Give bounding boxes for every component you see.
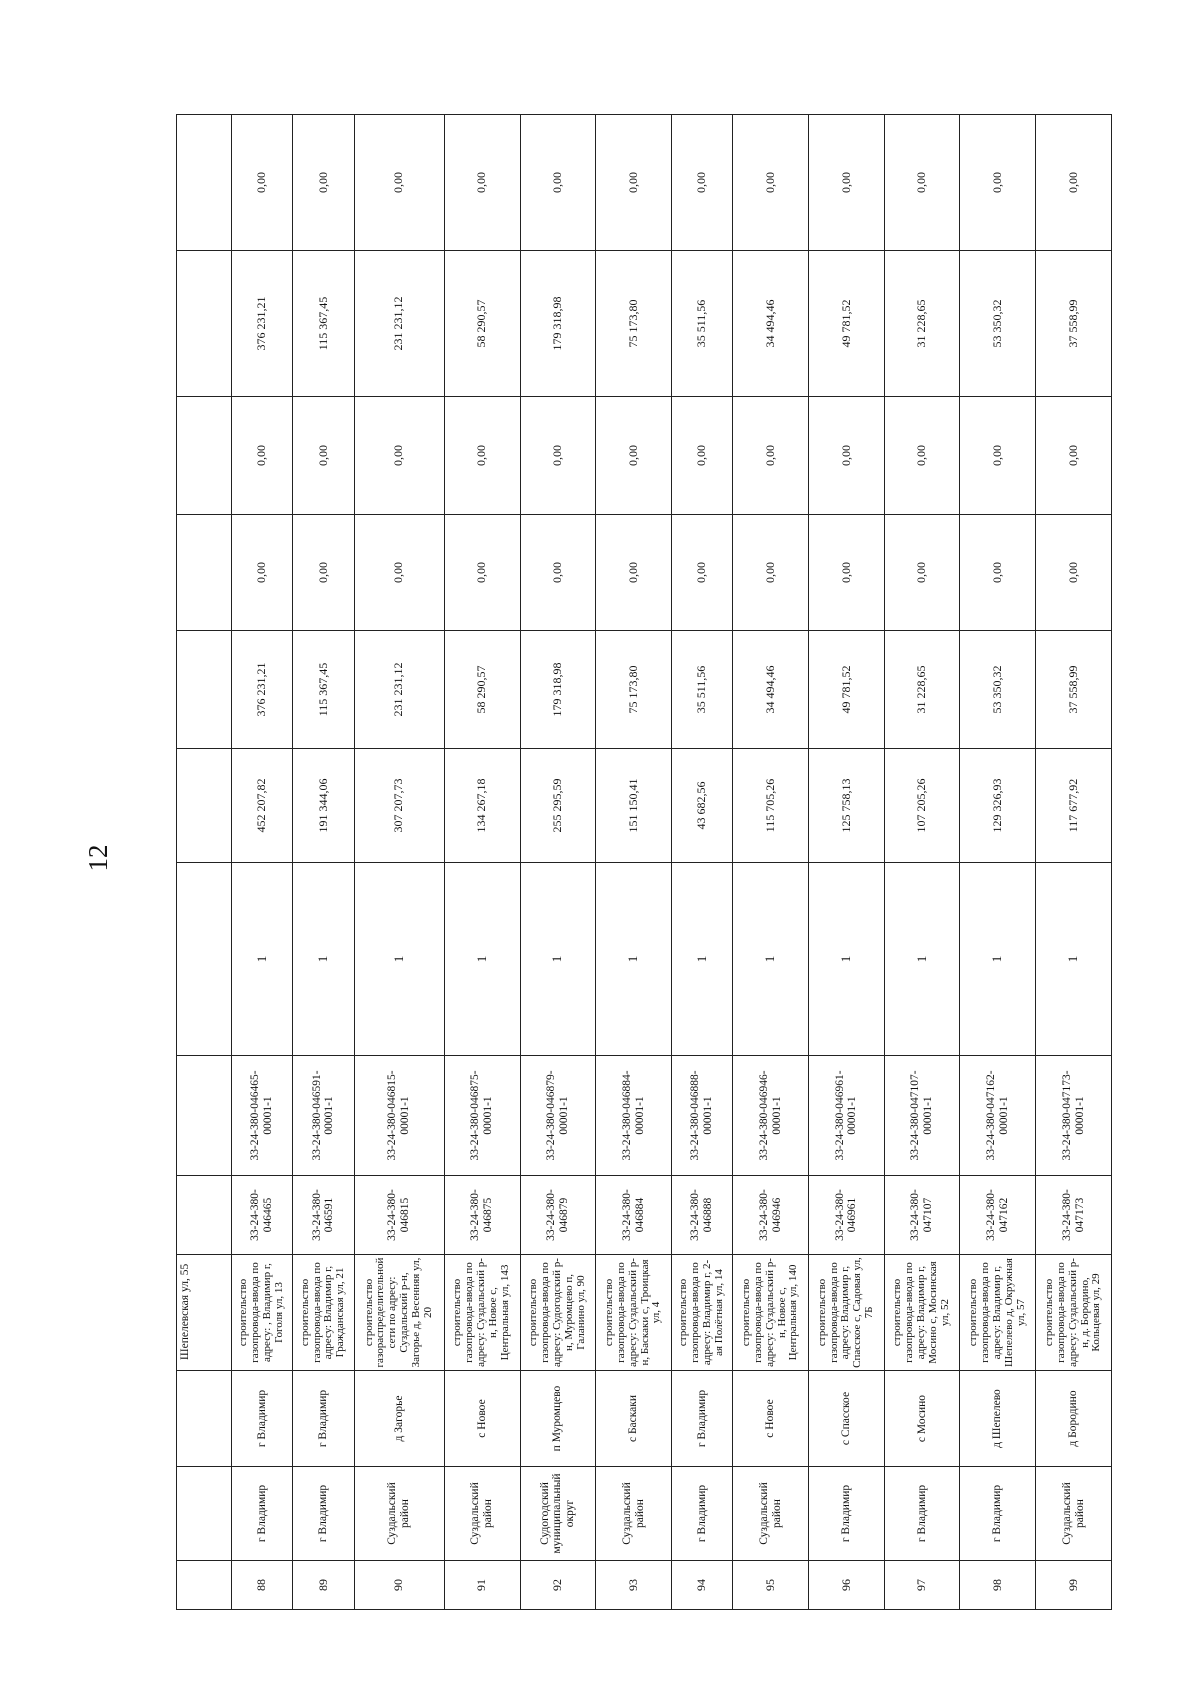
quantity-value: 1 — [1065, 955, 1081, 963]
quantity-value: 1 — [549, 955, 565, 963]
object-code-cell: 33-24-380-046946-00001-1 — [733, 1056, 809, 1176]
amount-cell: 0,00 — [884, 397, 960, 515]
quantity-value: 1 — [693, 955, 709, 963]
amount-cell: 58 290,57 — [444, 631, 520, 749]
cell — [177, 1371, 232, 1467]
locality-cell: с Новое — [733, 1371, 809, 1467]
rotated-table-frame — [176, 115, 1112, 1610]
object-code-cell: 33-24-380-046888-00001-1 — [671, 1056, 732, 1176]
quantity-cell — [809, 863, 885, 1056]
district-cell: Суздальский район — [733, 1467, 809, 1561]
description-cell: строительство газопровода-ввода по адресу: Суздальский р-н, д. Бородино, Кольцевая ул, 29 — [1036, 1255, 1112, 1371]
table-row — [809, 115, 885, 1610]
amount-cell: 37 558,99 — [1036, 631, 1112, 749]
district-cell: г Владимир — [884, 1467, 960, 1561]
description-cell: строительство газопровода-ввода по адресу: Владимир г, Мосино с, Мосинская ул, 52 — [884, 1255, 960, 1371]
cadastral-code-cell: 33-24-380-046879 — [520, 1176, 596, 1255]
description-cell: строительство газопровода-ввода по адресу: Судогодский р-н, Муромцево п, Галанино ул, 90 — [520, 1255, 596, 1371]
page-number: 12 — [83, 844, 113, 872]
description-cell: строительство газопровода-ввода по адресу: Владимир г, Шепелево д, Окружная ул, 57 — [960, 1255, 1036, 1371]
amount-cell: 0,00 — [671, 515, 732, 631]
amount-cell: 376 231,21 — [232, 631, 293, 749]
amount-cell: 0,00 — [520, 115, 596, 251]
cell — [177, 251, 232, 397]
cell — [177, 115, 232, 251]
table-row — [884, 115, 960, 1610]
amount-cell: 0,00 — [232, 115, 293, 251]
amount-cell: 37 558,99 — [1036, 251, 1112, 397]
description-cell: строительство газопровода-ввода по адресу: Суздальский р-н, Баскаки с, Троицкая ул, 4 — [596, 1255, 672, 1371]
cell — [177, 863, 232, 1056]
quantity-cell — [884, 863, 960, 1056]
table-container — [176, 115, 1112, 1610]
description-cell: строительство газопровода-ввода по адресу: Владимир г, 2-ая Полётная ул, 14 — [671, 1255, 732, 1371]
description-cell: строительство газопровода-ввода по адресу: Суздальский р-н, Новое с, Центральная ул, 140 — [733, 1255, 809, 1371]
description-cell: строительство газопровода-ввода по адресу: Владимир г, Спасское с, Садовая ул, 7Б — [809, 1255, 885, 1371]
quantity-value: 1 — [473, 955, 489, 963]
amount-cell: 179 318,98 — [520, 251, 596, 397]
cell — [177, 397, 232, 515]
table-row — [444, 115, 520, 1610]
quantity-value: 1 — [989, 955, 1005, 963]
amount-cell: 0,00 — [232, 515, 293, 631]
amount-cell: 0,00 — [1036, 115, 1112, 251]
quantity-cell — [293, 863, 354, 1056]
total-cost-cell: 125 758,13 — [809, 749, 885, 863]
total-cost-cell: 43 682,56 — [671, 749, 732, 863]
cadastral-code-cell: 33-24-380-046591 — [293, 1176, 354, 1255]
amount-cell: 53 350,32 — [960, 631, 1036, 749]
quantity-cell — [671, 863, 732, 1056]
amount-cell: 0,00 — [809, 115, 885, 251]
quantity-cell — [1036, 863, 1112, 1056]
table-row — [596, 115, 672, 1610]
amount-cell: 0,00 — [1036, 397, 1112, 515]
objects-table — [176, 114, 1112, 1610]
cell — [177, 515, 232, 631]
amount-cell: 115 367,45 — [293, 631, 354, 749]
total-cost-cell: 452 207,82 — [232, 749, 293, 863]
quantity-cell — [960, 863, 1036, 1056]
row-number: 92 — [520, 1561, 596, 1610]
amount-cell: 0,00 — [1036, 515, 1112, 631]
continuation-row — [177, 115, 232, 1610]
quantity-cell — [520, 863, 596, 1056]
quantity-value: 1 — [762, 955, 778, 963]
amount-cell: 34 494,46 — [733, 251, 809, 397]
district-cell: г Владимир — [293, 1467, 354, 1561]
row-number: 88 — [232, 1561, 293, 1610]
amount-cell: 0,00 — [293, 515, 354, 631]
amount-cell: 0,00 — [596, 115, 672, 251]
total-cost-cell: 151 150,41 — [596, 749, 672, 863]
amount-cell: 0,00 — [596, 515, 672, 631]
row-number: 96 — [809, 1561, 885, 1610]
object-code-cell: 33-24-380-046875-00001-1 — [444, 1056, 520, 1176]
quantity-value: 1 — [315, 955, 331, 963]
row-number: 89 — [293, 1561, 354, 1610]
amount-cell: 49 781,52 — [809, 631, 885, 749]
amount-cell: 0,00 — [884, 515, 960, 631]
amount-cell: 35 511,56 — [671, 251, 732, 397]
amount-cell: 34 494,46 — [733, 631, 809, 749]
amount-cell: 31 228,65 — [884, 631, 960, 749]
locality-cell: с Баскаки — [596, 1371, 672, 1467]
total-cost-cell: 307 207,73 — [354, 749, 444, 863]
row-number: 97 — [884, 1561, 960, 1610]
amount-cell: 0,00 — [444, 515, 520, 631]
amount-cell: 0,00 — [671, 115, 732, 251]
district-cell: Суздальский район — [444, 1467, 520, 1561]
district-cell: г Владимир — [960, 1467, 1036, 1561]
object-code-cell: 33-24-380-047107-00001-1 — [884, 1056, 960, 1176]
amount-cell: 0,00 — [809, 515, 885, 631]
total-cost-cell: 134 267,18 — [444, 749, 520, 863]
locality-cell: д Загорье — [354, 1371, 444, 1467]
row-number: 95 — [733, 1561, 809, 1610]
table-row — [293, 115, 354, 1610]
address-continuation: Шепелевская ул, 55 — [177, 1255, 232, 1371]
locality-cell: с Мосино — [884, 1371, 960, 1467]
locality-cell: г Владимир — [671, 1371, 732, 1467]
object-code-cell: 33-24-380-046815-00001-1 — [354, 1056, 444, 1176]
cadastral-code-cell: 33-24-380-046815 — [354, 1176, 444, 1255]
table-row — [354, 115, 444, 1610]
cadastral-code-cell: 33-24-380-046884 — [596, 1176, 672, 1255]
object-code-cell: 33-24-380-047173-00001-1 — [1036, 1056, 1112, 1176]
quantity-value: 1 — [253, 955, 269, 963]
description-cell: строительство газопровода-ввода по адресу: Владимир г, Гражданская ул, 21 — [293, 1255, 354, 1371]
cadastral-code-cell: 33-24-380-047162 — [960, 1176, 1036, 1255]
amount-cell: 0,00 — [354, 115, 444, 251]
amount-cell: 0,00 — [733, 397, 809, 515]
amount-cell: 0,00 — [444, 115, 520, 251]
district-cell: Судогодский муниципальный округ — [520, 1467, 596, 1561]
object-code-cell: 33-24-380-046591-00001-1 — [293, 1056, 354, 1176]
quantity-value: 1 — [625, 955, 641, 963]
quantity-value: 1 — [913, 955, 929, 963]
locality-cell: д Шепелево — [960, 1371, 1036, 1467]
amount-cell: 0,00 — [733, 515, 809, 631]
table-row — [1036, 115, 1112, 1610]
object-code-cell: 33-24-380-046879-00001-1 — [520, 1056, 596, 1176]
amount-cell: 376 231,21 — [232, 251, 293, 397]
amount-cell: 0,00 — [444, 397, 520, 515]
cell — [177, 1056, 232, 1176]
amount-cell: 179 318,98 — [520, 631, 596, 749]
table-row — [232, 115, 293, 1610]
locality-cell: п Муромцево — [520, 1371, 596, 1467]
quantity-cell — [354, 863, 444, 1056]
cadastral-code-cell: 33-24-380-046961 — [809, 1176, 885, 1255]
row-number: 98 — [960, 1561, 1036, 1610]
total-cost-cell: 129 326,93 — [960, 749, 1036, 863]
cadastral-code-cell: 33-24-380-047107 — [884, 1176, 960, 1255]
row-number: 90 — [354, 1561, 444, 1610]
amount-cell: 35 511,56 — [671, 631, 732, 749]
district-cell: г Владимир — [809, 1467, 885, 1561]
amount-cell: 0,00 — [960, 515, 1036, 631]
quantity-cell — [444, 863, 520, 1056]
amount-cell: 58 290,57 — [444, 251, 520, 397]
amount-cell: 0,00 — [671, 397, 732, 515]
amount-cell: 0,00 — [232, 397, 293, 515]
total-cost-cell: 107 205,26 — [884, 749, 960, 863]
amount-cell: 231 231,12 — [354, 251, 444, 397]
amount-cell: 0,00 — [293, 397, 354, 515]
object-code-cell: 33-24-380-047162-00001-1 — [960, 1056, 1036, 1176]
row-number: 94 — [671, 1561, 732, 1610]
row-number: 91 — [444, 1561, 520, 1610]
table-row — [733, 115, 809, 1610]
description-cell: строительство газопровода-ввода по адресу: Суздальский р-н, Новое с, Центральная ул, 143 — [444, 1255, 520, 1371]
total-cost-cell: 117 677,92 — [1036, 749, 1112, 863]
cell — [177, 1176, 232, 1255]
district-cell: Суздальский район — [1036, 1467, 1112, 1561]
amount-cell: 0,00 — [809, 397, 885, 515]
amount-cell: 0,00 — [596, 397, 672, 515]
district-cell: Суздальский район — [596, 1467, 672, 1561]
total-cost-cell: 115 705,26 — [733, 749, 809, 863]
quantity-cell — [733, 863, 809, 1056]
object-code-cell: 33-24-380-046465-00001-1 — [232, 1056, 293, 1176]
description-cell: строительство газопровода-ввода по адресу: , Владимир г, Гоголя ул, 13 — [232, 1255, 293, 1371]
quantity-cell — [232, 863, 293, 1056]
amount-cell: 0,00 — [960, 115, 1036, 251]
cadastral-code-cell: 33-24-380-046875 — [444, 1176, 520, 1255]
amount-cell: 0,00 — [354, 515, 444, 631]
locality-cell: с Новое — [444, 1371, 520, 1467]
locality-cell: д Бородино — [1036, 1371, 1112, 1467]
amount-cell: 75 173,80 — [596, 631, 672, 749]
quantity-cell — [596, 863, 672, 1056]
amount-cell: 0,00 — [520, 515, 596, 631]
table-row — [960, 115, 1036, 1610]
object-code-cell: 33-24-380-046884-00001-1 — [596, 1056, 672, 1176]
cell — [177, 1561, 232, 1610]
amount-cell: 75 173,80 — [596, 251, 672, 397]
table-row — [520, 115, 596, 1610]
district-cell: г Владимир — [671, 1467, 732, 1561]
row-number: 99 — [1036, 1561, 1112, 1610]
amount-cell: 0,00 — [733, 115, 809, 251]
quantity-value: 1 — [837, 955, 853, 963]
amount-cell: 31 228,65 — [884, 251, 960, 397]
amount-cell: 0,00 — [884, 115, 960, 251]
district-cell: Суздальский район — [354, 1467, 444, 1561]
description-cell: строительство газораспределительной сети по адресу: Суздальский р-н, Загорье д, Весенняя ул, 20 — [354, 1255, 444, 1371]
amount-cell: 0,00 — [293, 115, 354, 251]
amount-cell: 231 231,12 — [354, 631, 444, 749]
quantity-value: 1 — [390, 955, 406, 963]
cadastral-code-cell: 33-24-380-046946 — [733, 1176, 809, 1255]
locality-cell: г Владимир — [293, 1371, 354, 1467]
total-cost-cell: 191 344,06 — [293, 749, 354, 863]
cadastral-code-cell: 33-24-380-046465 — [232, 1176, 293, 1255]
locality-cell: с Спасское — [809, 1371, 885, 1467]
amount-cell: 49 781,52 — [809, 251, 885, 397]
cell — [177, 1467, 232, 1561]
amount-cell: 0,00 — [354, 397, 444, 515]
amount-cell: 115 367,45 — [293, 251, 354, 397]
district-cell: г Владимир — [232, 1467, 293, 1561]
locality-cell: г Владимир — [232, 1371, 293, 1467]
table-row — [671, 115, 732, 1610]
amount-cell: 0,00 — [520, 397, 596, 515]
amount-cell: 53 350,32 — [960, 251, 1036, 397]
row-number: 93 — [596, 1561, 672, 1610]
cadastral-code-cell: 33-24-380-046888 — [671, 1176, 732, 1255]
cell — [177, 749, 232, 863]
amount-cell: 0,00 — [960, 397, 1036, 515]
cell — [177, 631, 232, 749]
cadastral-code-cell: 33-24-380-047173 — [1036, 1176, 1112, 1255]
total-cost-cell: 255 295,59 — [520, 749, 596, 863]
object-code-cell: 33-24-380-046961-00001-1 — [809, 1056, 885, 1176]
